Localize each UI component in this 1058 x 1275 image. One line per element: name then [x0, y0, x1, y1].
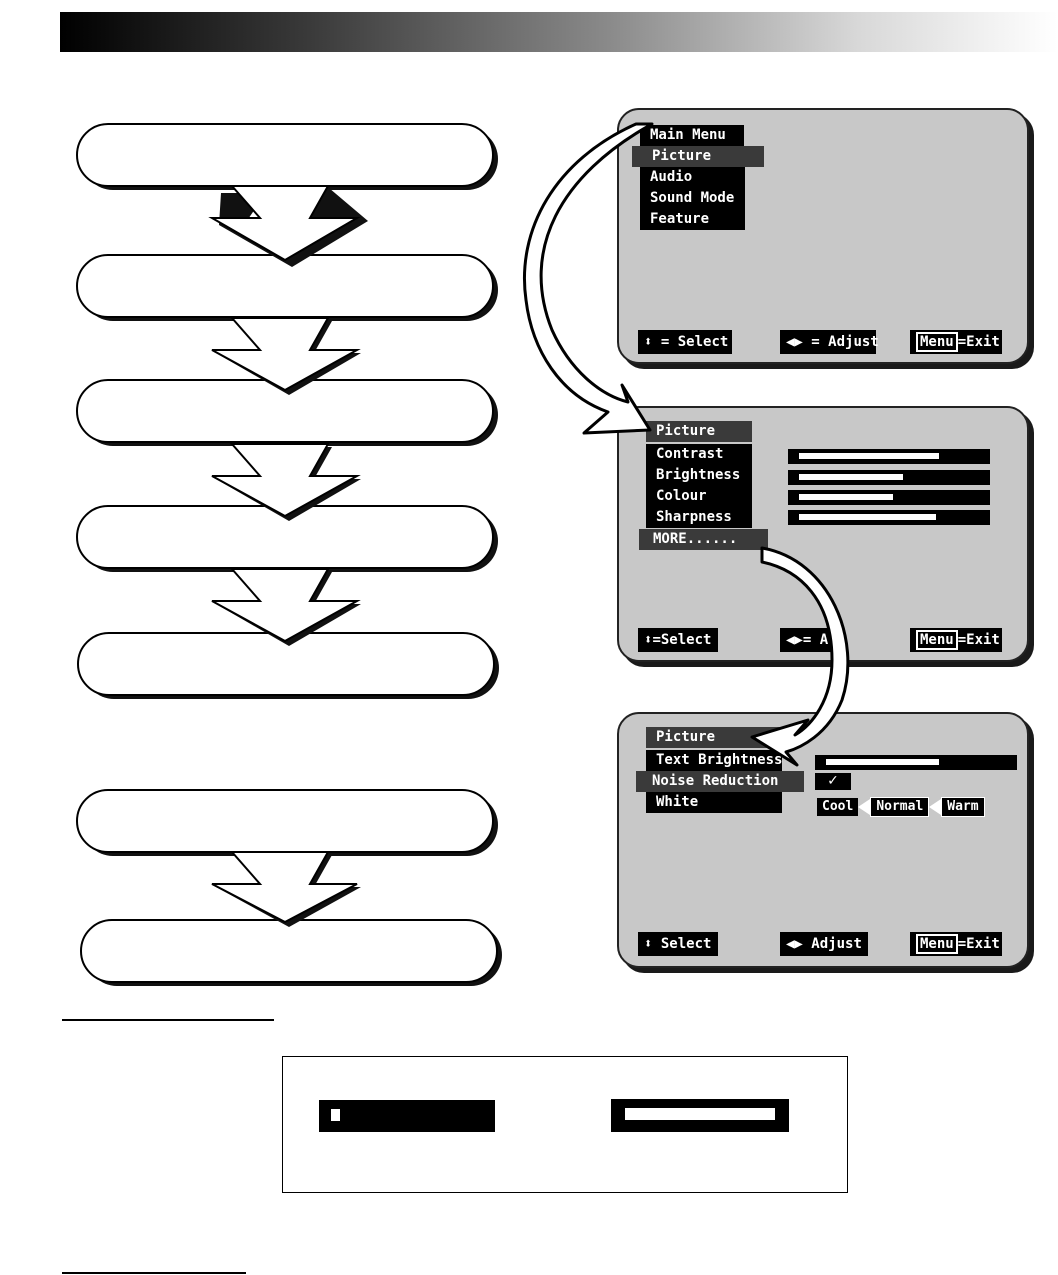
hint-select: ⬍ = Select	[638, 330, 732, 354]
up-down-arrows-icon: ⬍	[644, 334, 653, 350]
noise-reduction-checkbox[interactable]: ✓	[815, 773, 851, 790]
hint-adjust: ◀▶ = Adjust	[780, 330, 876, 354]
picture-item-colour[interactable]: Colour	[646, 486, 752, 507]
hint-adjust: ◀▶= A	[780, 628, 834, 652]
level-bar-legend	[282, 1056, 848, 1193]
menu-item-audio[interactable]: Audio	[640, 167, 745, 188]
curved-arrow-picture-to-more	[752, 548, 848, 765]
menu-key: Menu	[916, 332, 958, 352]
up-down-arrows-icon: ⬍	[644, 632, 653, 648]
picture-item-noise-reduction[interactable]: Noise Reduction	[636, 771, 804, 792]
hint-select: ⬍=Select	[638, 628, 718, 652]
picture-item-sharpness[interactable]: Sharpness	[646, 507, 752, 528]
menu-item-feature[interactable]: Feature	[640, 209, 745, 230]
left-right-arrows-icon: ◀▶	[786, 936, 803, 952]
picture-item-more[interactable]: MORE......	[639, 529, 768, 550]
menu-item-picture[interactable]: Picture	[632, 146, 764, 167]
section-rule	[62, 1019, 274, 1021]
curved-arrow-menu-to-picture	[524, 124, 652, 433]
picture-item-brightness[interactable]: Brightness	[646, 465, 752, 486]
hint-exit: Menu =Exit	[910, 932, 1002, 956]
menu-title: Main Menu	[640, 125, 744, 146]
hint-exit: Menu =Exit	[910, 628, 1002, 652]
menu-item-sound-mode[interactable]: Sound Mode	[640, 188, 745, 209]
picture-item-white[interactable]: White	[646, 792, 782, 813]
menu-key: Menu	[916, 630, 958, 650]
hint-select: ⬍ Select	[638, 932, 718, 956]
picture-title: Picture	[646, 421, 752, 442]
left-right-arrows-icon: ◀▶	[786, 632, 803, 648]
section-rule	[62, 1272, 246, 1274]
up-down-arrows-icon: ⬍	[644, 936, 653, 952]
hint-adjust: ◀▶ Adjust	[780, 932, 868, 956]
white-option-warm[interactable]: Warm	[941, 797, 984, 817]
level-marker	[331, 1109, 340, 1121]
menu-key: Menu	[916, 934, 958, 954]
white-option-normal[interactable]: Normal	[870, 797, 929, 817]
left-right-arrows-icon: ◀▶	[786, 334, 803, 350]
full-level-bar-sample	[611, 1099, 789, 1132]
white-option-cool[interactable]: Cool	[817, 798, 858, 816]
empty-level-bar-sample	[319, 1100, 495, 1132]
level-fill	[625, 1108, 775, 1120]
picture-item-text-brightness[interactable]: Text Brightness	[646, 750, 782, 771]
hint-exit: Menu =Exit	[910, 330, 1002, 354]
picture-item-contrast[interactable]: Contrast	[646, 444, 752, 465]
picture-more-title: Picture	[646, 727, 794, 748]
